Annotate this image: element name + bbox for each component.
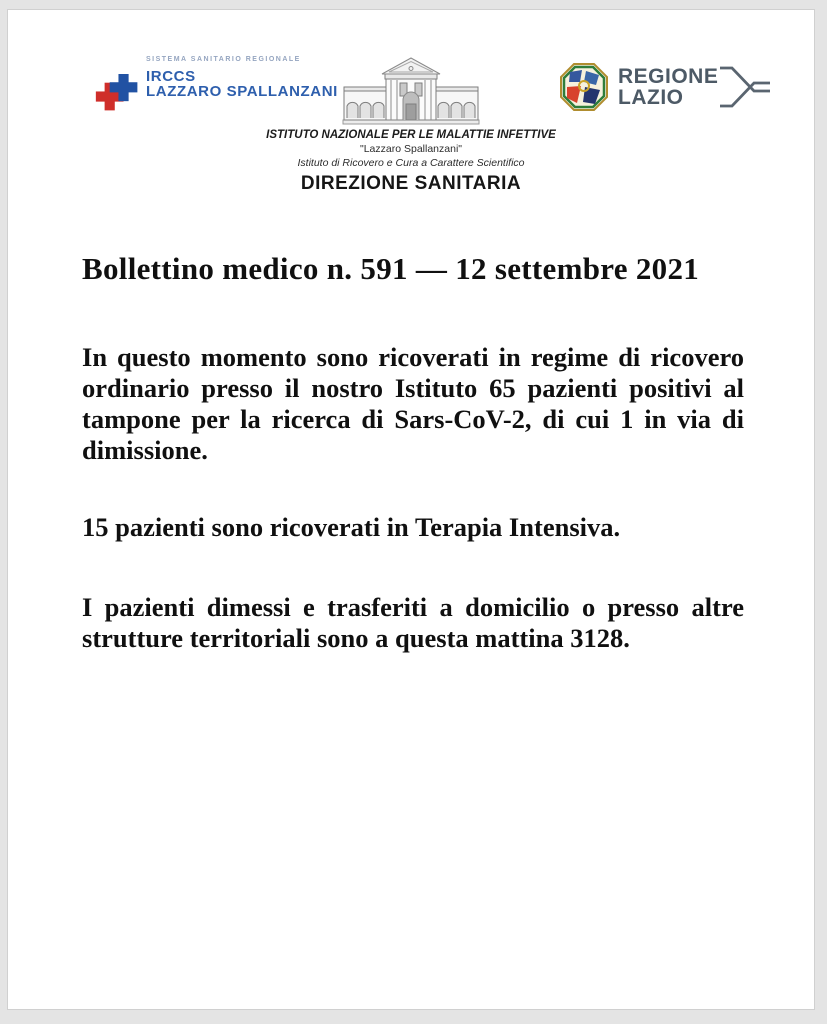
paragraph-line: dimissione.	[82, 435, 208, 465]
red-blue-cross-icon	[94, 74, 142, 120]
paragraph-line: I pazienti dimessi e trasferiti a domicilio o presso altre	[82, 592, 744, 622]
paragraph-terapia-intensiva	[82, 512, 744, 543]
paragraph-ricoveri-ordinari	[82, 342, 744, 466]
paragraph-line: tampone per la ricerca di Sars-CoV-2, di cui 1 in via di	[82, 404, 744, 434]
institute-building-icon	[341, 54, 481, 126]
direzione-sanitaria-label: DIREZIONE SANITARIA	[300, 173, 522, 194]
lazio-label: LAZIO	[618, 86, 684, 109]
irccs-label: IRCCS	[146, 68, 196, 85]
regione-label: REGIONE	[618, 65, 719, 88]
spallanzani-label: LAZZARO SPALLANZANI	[146, 83, 338, 100]
institute-subtitle: Istituto di Ricovero e Cura a Carattere Scientifico	[297, 157, 525, 169]
paragraph-line: ordinario presso il nostro Istituto 65 pazienti positivi al	[82, 373, 744, 403]
institute-name: ISTITUTO NAZIONALE PER LE MALATTIE INFETTIVE	[266, 129, 556, 141]
paragraph-dimessi	[82, 592, 744, 654]
bulletin-title: Bollettino medico n. 591 — 12 settembre 2021	[82, 251, 700, 286]
institute-eponym: "Lazzaro Spallanzani"	[359, 143, 463, 155]
paragraph-line: 15 pazienti sono ricoverati in Terapia Intensiva.	[82, 512, 621, 542]
lazio-wordmark	[618, 64, 770, 110]
paragraph-line: In questo momento sono ricoverati in regime di ricovero	[82, 342, 744, 372]
sistema-sanitario-label: SISTEMA SANITARIO REGIONALE	[146, 56, 301, 63]
document-page	[8, 10, 814, 1009]
paragraph-line: strutture territoriali sono a questa mattina 3128.	[82, 623, 630, 653]
lazio-coat-of-arms-icon	[559, 62, 609, 112]
regione-lazio-logo	[559, 62, 770, 112]
lazio-chevron-icon	[720, 64, 770, 110]
